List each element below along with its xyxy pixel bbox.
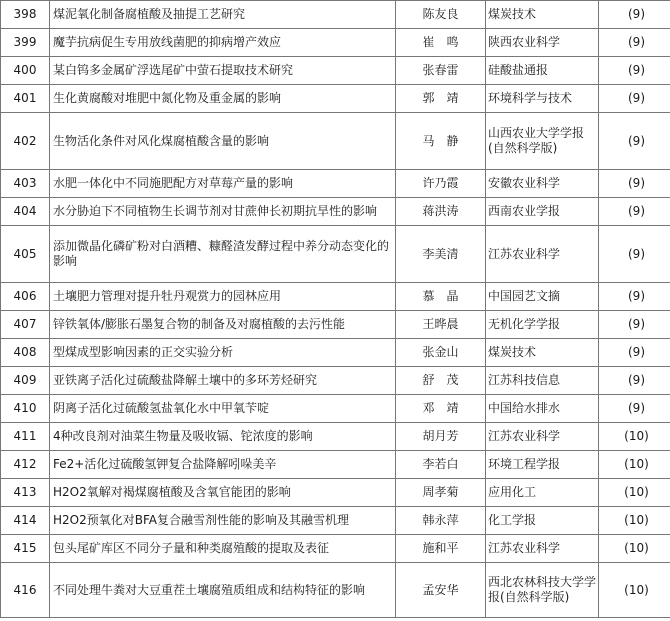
row-number: 413 bbox=[1, 479, 50, 507]
paper-author: 陈友良 bbox=[396, 1, 486, 29]
table-row bbox=[1, 283, 670, 311]
row-number: 398 bbox=[1, 1, 50, 29]
row-number: 412 bbox=[1, 451, 50, 479]
paper-author: 郭 靖 bbox=[396, 85, 486, 113]
issue-number: (9) bbox=[599, 57, 670, 85]
table-body bbox=[1, 1, 670, 618]
paper-title: 生物活化条件对风化煤腐植酸含量的影响 bbox=[50, 113, 396, 170]
table-row bbox=[1, 113, 670, 170]
paper-title: Fe2+活化过硫酸氢钾复合盐降解吲哚美辛 bbox=[50, 451, 396, 479]
journal-name: 煤炭技术 bbox=[486, 1, 599, 29]
journal-name: 山西农业大学学报(自然科学版) bbox=[486, 113, 599, 170]
issue-number: (10) bbox=[599, 535, 670, 563]
table-row bbox=[1, 57, 670, 85]
row-number: 409 bbox=[1, 367, 50, 395]
paper-author: 韩永萍 bbox=[396, 507, 486, 535]
paper-title: 型煤成型影响因素的正交实验分析 bbox=[50, 339, 396, 367]
journal-name: 陕西农业科学 bbox=[486, 29, 599, 57]
paper-title: 魔芋抗病促生专用放线菌肥的抑病增产效应 bbox=[50, 29, 396, 57]
paper-title: 添加微晶化磷矿粉对白酒糟、糠醛渣发酵过程中养分动态变化的影响 bbox=[50, 226, 396, 283]
issue-number: (10) bbox=[599, 507, 670, 535]
journal-name: 西南农业学报 bbox=[486, 198, 599, 226]
issue-number: (9) bbox=[599, 85, 670, 113]
table-row bbox=[1, 451, 670, 479]
row-number: 408 bbox=[1, 339, 50, 367]
paper-title: H2O2预氧化对BFA复合融雪剂性能的影响及其融雪机理 bbox=[50, 507, 396, 535]
journal-name: 中国给水排水 bbox=[486, 395, 599, 423]
issue-number: (9) bbox=[599, 367, 670, 395]
row-number: 403 bbox=[1, 170, 50, 198]
journal-name: 环境工程学报 bbox=[486, 451, 599, 479]
issue-number: (10) bbox=[599, 451, 670, 479]
issue-number: (9) bbox=[599, 1, 670, 29]
paper-author: 张金山 bbox=[396, 339, 486, 367]
paper-title: 亚铁离子活化过硫酸盐降解土壤中的多环芳烃研究 bbox=[50, 367, 396, 395]
paper-author: 崔 鸣 bbox=[396, 29, 486, 57]
journal-name: 化工学报 bbox=[486, 507, 599, 535]
paper-author: 施和平 bbox=[396, 535, 486, 563]
journal-name: 环境科学与技术 bbox=[486, 85, 599, 113]
paper-title: 不同处理牛粪对大豆重茬土壤腐殖质组成和结构特征的影响 bbox=[50, 563, 396, 618]
paper-author: 李美清 bbox=[396, 226, 486, 283]
paper-author: 李若白 bbox=[396, 451, 486, 479]
paper-author: 王晔晨 bbox=[396, 311, 486, 339]
journal-name: 硅酸盐通报 bbox=[486, 57, 599, 85]
paper-title: 锌铁氧体/膨胀石墨复合物的制备及对腐植酸的去污性能 bbox=[50, 311, 396, 339]
paper-author: 胡月芳 bbox=[396, 423, 486, 451]
row-number: 406 bbox=[1, 283, 50, 311]
issue-number: (9) bbox=[599, 113, 670, 170]
paper-title: 煤泥氧化制备腐植酸及抽提工艺研究 bbox=[50, 1, 396, 29]
paper-title: H2O2氧解对褐煤腐植酸及含氧官能团的影响 bbox=[50, 479, 396, 507]
row-number: 401 bbox=[1, 85, 50, 113]
row-number: 399 bbox=[1, 29, 50, 57]
table-row bbox=[1, 395, 670, 423]
table-row bbox=[1, 85, 670, 113]
journal-name: 江苏农业科学 bbox=[486, 226, 599, 283]
row-number: 415 bbox=[1, 535, 50, 563]
paper-author: 邓 靖 bbox=[396, 395, 486, 423]
row-number: 400 bbox=[1, 57, 50, 85]
table-row bbox=[1, 423, 670, 451]
issue-number: (9) bbox=[599, 170, 670, 198]
paper-author: 舒 茂 bbox=[396, 367, 486, 395]
table-row bbox=[1, 367, 670, 395]
issue-number: (9) bbox=[599, 198, 670, 226]
table-row bbox=[1, 563, 670, 618]
paper-author: 周孝菊 bbox=[396, 479, 486, 507]
journal-name: 江苏农业科学 bbox=[486, 423, 599, 451]
row-number: 410 bbox=[1, 395, 50, 423]
journal-name: 无机化学学报 bbox=[486, 311, 599, 339]
table-row bbox=[1, 198, 670, 226]
table-row bbox=[1, 29, 670, 57]
paper-title: 包头尾矿库区不同分子量和种类腐殖酸的提取及表征 bbox=[50, 535, 396, 563]
paper-author: 张春雷 bbox=[396, 57, 486, 85]
table-row bbox=[1, 507, 670, 535]
journal-name: 安徽农业科学 bbox=[486, 170, 599, 198]
journal-name: 中国园艺文摘 bbox=[486, 283, 599, 311]
issue-number: (9) bbox=[599, 311, 670, 339]
issue-number: (10) bbox=[599, 563, 670, 618]
issue-number: (10) bbox=[599, 423, 670, 451]
paper-title: 土壤肥力管理对提升牡丹观赏力的园林应用 bbox=[50, 283, 396, 311]
journal-name: 应用化工 bbox=[486, 479, 599, 507]
paper-title: 某白钨多金属矿浮选尾矿中萤石提取技术研究 bbox=[50, 57, 396, 85]
table-row bbox=[1, 226, 670, 283]
paper-author: 慕 晶 bbox=[396, 283, 486, 311]
issue-number: (9) bbox=[599, 339, 670, 367]
journal-name: 煤炭技术 bbox=[486, 339, 599, 367]
paper-title: 水肥一体化中不同施肥配方对草莓产量的影响 bbox=[50, 170, 396, 198]
journal-name: 西北农林科技大学学报(自然科学版) bbox=[486, 563, 599, 618]
issue-number: (9) bbox=[599, 283, 670, 311]
table-row bbox=[1, 1, 670, 29]
table-row bbox=[1, 170, 670, 198]
issue-number: (10) bbox=[599, 479, 670, 507]
row-number: 407 bbox=[1, 311, 50, 339]
paper-title: 阴离子活化过硫酸氢盐氧化水中甲氧苄啶 bbox=[50, 395, 396, 423]
row-number: 402 bbox=[1, 113, 50, 170]
paper-author: 孟安华 bbox=[396, 563, 486, 618]
table-row bbox=[1, 479, 670, 507]
issue-number: (9) bbox=[599, 29, 670, 57]
table-row bbox=[1, 339, 670, 367]
paper-author: 蒋洪涛 bbox=[396, 198, 486, 226]
issue-number: (9) bbox=[599, 395, 670, 423]
table-row bbox=[1, 535, 670, 563]
paper-author: 许乃霞 bbox=[396, 170, 486, 198]
row-number: 411 bbox=[1, 423, 50, 451]
journal-name: 江苏科技信息 bbox=[486, 367, 599, 395]
row-number: 405 bbox=[1, 226, 50, 283]
paper-title: 生化黄腐酸对堆肥中氮化物及重金属的影响 bbox=[50, 85, 396, 113]
table-row bbox=[1, 311, 670, 339]
issue-number: (9) bbox=[599, 226, 670, 283]
row-number: 416 bbox=[1, 563, 50, 618]
row-number: 404 bbox=[1, 198, 50, 226]
row-number: 414 bbox=[1, 507, 50, 535]
journal-name: 江苏农业科学 bbox=[486, 535, 599, 563]
paper-author: 马 静 bbox=[396, 113, 486, 170]
paper-title: 4种改良剂对油菜生物量及吸收镉、铊浓度的影响 bbox=[50, 423, 396, 451]
paper-title: 水分胁迫下不同植物生长调节剂对甘蔗伸长初期抗旱性的影响 bbox=[50, 198, 396, 226]
